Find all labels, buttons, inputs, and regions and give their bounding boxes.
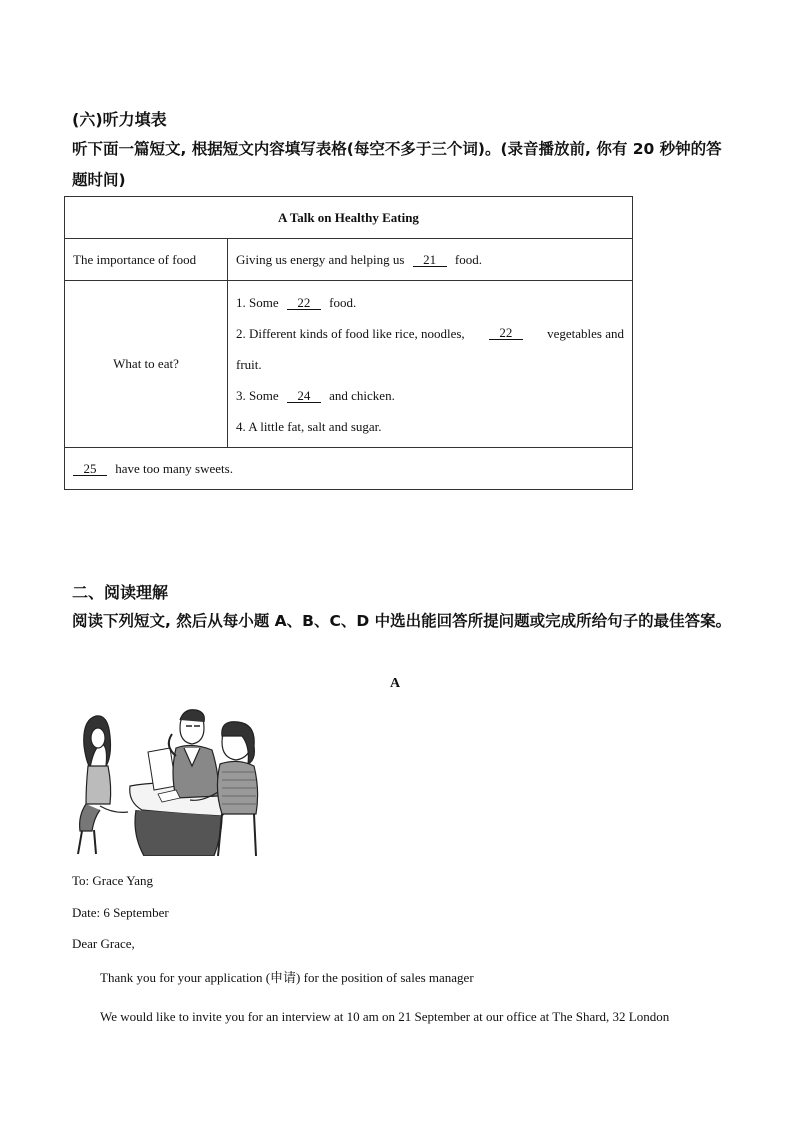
answer-blank-22b: 22 <box>489 326 523 340</box>
importance-text-end: food. <box>454 251 482 267</box>
item-2: 2. Different kinds of food like rice, noodles, 22 vegetables and <box>236 325 624 341</box>
letter-paragraph-1: Thank you for your application (申请) for the position of sales manager <box>100 970 474 985</box>
section-heading-listening: (六)听力填表 <box>72 110 167 129</box>
section-heading-reading: 二、阅读理解 <box>72 583 169 602</box>
interview-illustration <box>72 706 260 856</box>
item-3: 3. Some 24 and chicken. <box>236 387 395 403</box>
table-title: A Talk on Healthy Eating <box>65 197 633 239</box>
passage-letter: A <box>390 676 401 691</box>
row-label-what-to-eat: What to eat? <box>65 281 228 448</box>
healthy-eating-table <box>64 196 633 490</box>
answer-blank-25: 25 <box>73 462 107 476</box>
importance-text: Giving us energy and helping us <box>236 251 405 267</box>
row-content-what-to-eat <box>228 281 633 448</box>
letter-to: To: Grace Yang <box>72 873 154 888</box>
answer-blank-21: 21 <box>413 253 447 267</box>
reading-instructions: 阅读下列短文, 然后从每小题 A、B、C、D 中选出能回答所提问题或完成所给句子的最佳答案。 <box>72 612 732 630</box>
sweets-text: have too many sweets. <box>115 460 233 476</box>
answer-blank-22: 22 <box>287 296 321 310</box>
row-sweets <box>65 448 633 490</box>
letter-greeting: Dear Grace, <box>72 936 135 951</box>
letter-paragraph-2: We would like to invite you for an interview at 10 am on 21 September at our office at The Shard, 32 London <box>100 1009 670 1024</box>
item-4: 4. A little fat, salt and sugar. <box>236 418 382 434</box>
item-2-wrap: fruit. <box>236 356 262 372</box>
listening-instructions: 听下面一篇短文, 根据短文内容填写表格(每空不多于三个词)。(录音播放前, 你有 20 秒钟的答题时间) <box>72 140 722 189</box>
answer-blank-24: 24 <box>287 389 321 403</box>
letter-date: Date: 6 September <box>72 905 169 920</box>
item-1: 1. Some 22 food. <box>236 294 357 310</box>
row-content-importance <box>228 239 633 281</box>
row-label-importance: The importance of food <box>65 239 228 281</box>
